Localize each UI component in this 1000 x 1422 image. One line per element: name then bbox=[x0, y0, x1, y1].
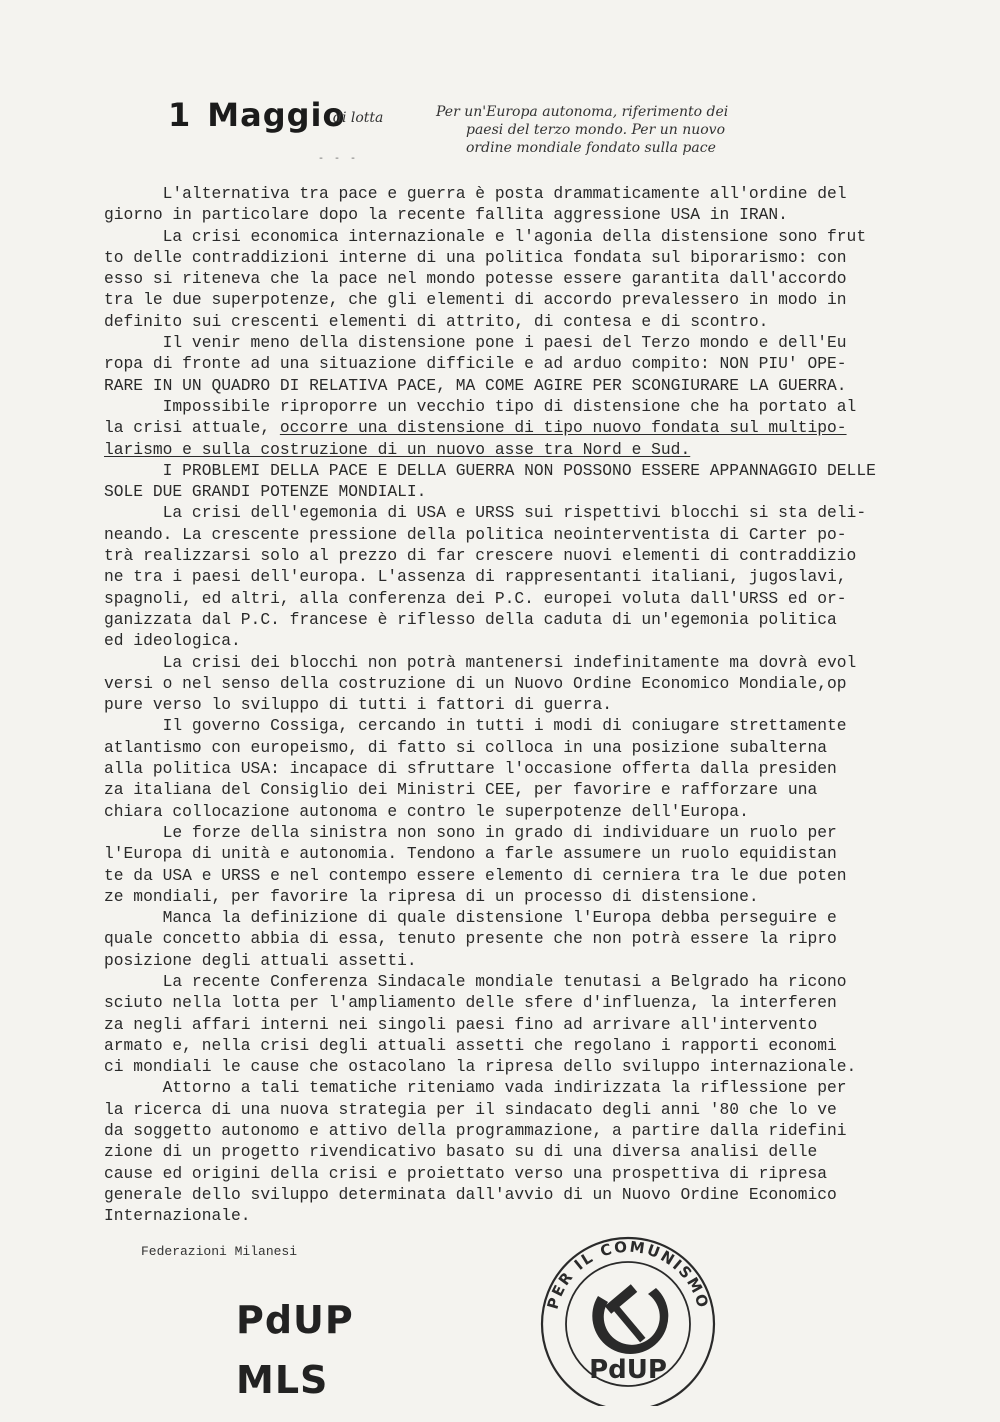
party-name-mls: MLS bbox=[236, 1358, 329, 1402]
text-line: giorno in particolare dopo la recente fallita aggressione USA in IRAN. bbox=[104, 205, 788, 225]
text-line-underlined bbox=[104, 417, 964, 438]
stamp-ring-text: PER IL COMUNISMO bbox=[543, 1237, 713, 1312]
underlined-text: larismo e sulla costruzione di un nuovo asse tra Nord e Sud. bbox=[104, 439, 691, 459]
text-line: za italiana del Consiglio dei Ministri CEE, per favorire e rafforzare una bbox=[104, 780, 818, 800]
text-line: cause ed origini della crisi e proiettato verso una prospettiva di ripresa bbox=[104, 1163, 828, 1183]
text-line: l'Europa di unità e autonomia. Tendono a farle assumere un ruolo equidistan bbox=[104, 844, 837, 864]
text-line: definito sui crescenti elementi di attrito, di contesa e di scontro. bbox=[104, 311, 769, 331]
stray-marks: - - - bbox=[318, 154, 359, 165]
title-subtitle: di lotta bbox=[333, 110, 384, 126]
text-line: esso si riteneva che la pace nel mondo potesse essere garantita dall'accordo bbox=[104, 269, 847, 289]
text-line: ze mondiali, per favorire la ripresa di un processo di distensione. bbox=[104, 886, 759, 906]
text-line: armato e, nella crisi degli attuali assetti che regolano i rapporti economi bbox=[104, 1035, 837, 1055]
text-line: ed ideologica. bbox=[104, 631, 241, 651]
text-line: neando. La crescente pressione della politica neointerventista di Carter po- bbox=[104, 524, 847, 544]
text-line: pure verso lo sviluppo di tutti i fattori di guerra. bbox=[104, 695, 613, 715]
party-stamp bbox=[528, 1226, 728, 1406]
tagline-line: Per un'Europa autonoma, riferimento dei bbox=[436, 104, 729, 120]
text-line: SOLE DUE GRANDI POTENZE MONDIALI. bbox=[104, 482, 427, 502]
text-line: La crisi dei blocchi non potrà mantenersi indefinitamente ma dovrà evol bbox=[104, 652, 857, 672]
text-line: ci mondiali le cause che ostacolano la ripresa dello sviluppo internazionale. bbox=[104, 1057, 857, 1077]
tagline-line: ordine mondiale fondato sulla pace bbox=[466, 140, 716, 156]
text-line: quale concetto abbia di essa, tenuto presente che non potrà essere la ripro bbox=[104, 929, 837, 949]
text-line: da soggetto autonomo e attivo della programmazione, a partire dalla ridefini bbox=[104, 1121, 847, 1141]
signature: Federazioni Milanesi bbox=[141, 1244, 298, 1259]
text-line: L'alternativa tra pace e guerra è posta drammaticamente all'ordine del bbox=[104, 184, 847, 203]
text-line: trà realizzarsi solo al prezzo di far crescere nuovi elementi di contraddizio bbox=[104, 546, 857, 566]
text-line: spagnoli, ed altri, alla conferenza dei P.C. europei voluta dall'URSS ed or- bbox=[104, 588, 847, 608]
text-fragment: la crisi attuale, bbox=[104, 418, 280, 438]
text-line: alla politica USA: incapace di sfruttare l'occasione offerta dalla presiden bbox=[104, 759, 837, 779]
text-line: zione di un progetto rivendicativo basato su di una diversa analisi delle bbox=[104, 1142, 818, 1162]
text-line: atlantismo con europeismo, di fatto si colloca in una posizione subalterna bbox=[104, 737, 828, 757]
text-line: Impossibile riproporre un vecchio tipo di distensione che ha portato al bbox=[104, 396, 857, 416]
text-line: generale dello sviluppo determinata dall'avvio di un Nuovo Ordine Economico bbox=[104, 1184, 837, 1204]
text-line: za negli affari interni nei singoli paesi fino ad arrivare all'intervento bbox=[104, 1014, 818, 1034]
text-line: ropa di fronte ad una situazione difficile e ad arduo compito: NON PIU' OPE- bbox=[104, 354, 847, 374]
text-line: La crisi dell'egemonia di USA e URSS sui rispettivi blocchi si sta deli- bbox=[104, 503, 867, 523]
text-line: I PROBLEMI DELLA PACE E DELLA GUERRA NON POSSONO ESSERE APPANNAGGIO DELLE bbox=[104, 460, 876, 480]
text-line: ne tra i paesi dell'europa. L'assenza di rappresentanti italiani, jugoslavi, bbox=[104, 567, 847, 587]
text-line: la ricerca di una nuova strategia per il sindacato degli anni '80 che lo ve bbox=[104, 1099, 837, 1119]
party-name-pdup: PdUP bbox=[236, 1298, 354, 1342]
text-line: Le forze della sinistra non sono in grado di individuare un ruolo per bbox=[104, 822, 837, 842]
text-line: RARE IN UN QUADRO DI RELATIVA PACE, MA COME AGIRE PER SCONGIURARE LA GUERRA. bbox=[104, 375, 847, 395]
text-line: Il venir meno della distensione pone i paesi del Terzo mondo e dell'Eu bbox=[104, 333, 847, 353]
hammer-sickle-icon bbox=[592, 1284, 668, 1354]
tagline bbox=[436, 103, 796, 157]
title-month: Maggio bbox=[207, 96, 346, 134]
text-line: to delle contraddizioni interne di una politica fondata sul biporarismo: con bbox=[104, 247, 847, 267]
text-line: versi o nel senso della costruzione di un Nuovo Ordine Economico Mondiale,op bbox=[104, 673, 847, 693]
text-line: posizione degli attuali assetti. bbox=[104, 950, 417, 970]
body-text bbox=[104, 183, 964, 1227]
text-line: Manca la definizione di quale distensione l'Europa debba perseguire e bbox=[104, 908, 837, 928]
text-line: sciuto nella lotta per l'ampliamento delle sfere d'influenza, la interferen bbox=[104, 993, 837, 1013]
text-line: te da USA e URSS e nel contempo essere elemento di cerniera tra le due poten bbox=[104, 865, 847, 885]
text-line-underlined bbox=[104, 439, 964, 460]
stamp-bottom-text: PdUP bbox=[589, 1355, 667, 1385]
text-line: chiara collocazione autonoma e contro le superpotenze dell'Europa. bbox=[104, 801, 749, 821]
text-line: La recente Conferenza Sindacale mondiale tenutasi a Belgrado ha ricono bbox=[104, 971, 847, 991]
title-day: 1 bbox=[168, 96, 192, 134]
text-line: ganizzata dal P.C. francese è riflesso della caduta di un'egemonia politica bbox=[104, 609, 837, 629]
title-date bbox=[168, 96, 345, 134]
text-line: Attorno a tali tematiche riteniamo vada indirizzata la riflessione per bbox=[104, 1078, 847, 1098]
text-line: La crisi economica internazionale e l'agonia della distensione sono frut bbox=[104, 226, 867, 246]
text-line: Il governo Cossiga, cercando in tutti i modi di coniugare strettamente bbox=[104, 716, 847, 736]
text-line: tra le due superpotenze, che gli elementi di accordo prevalessero in modo in bbox=[104, 290, 847, 310]
underlined-text: occorre una distensione di tipo nuovo fondata sul multipo- bbox=[279, 418, 847, 438]
text-line: Internazionale. bbox=[104, 1206, 251, 1226]
tagline-line: paesi del terzo mondo. Per un nuovo bbox=[466, 122, 726, 138]
